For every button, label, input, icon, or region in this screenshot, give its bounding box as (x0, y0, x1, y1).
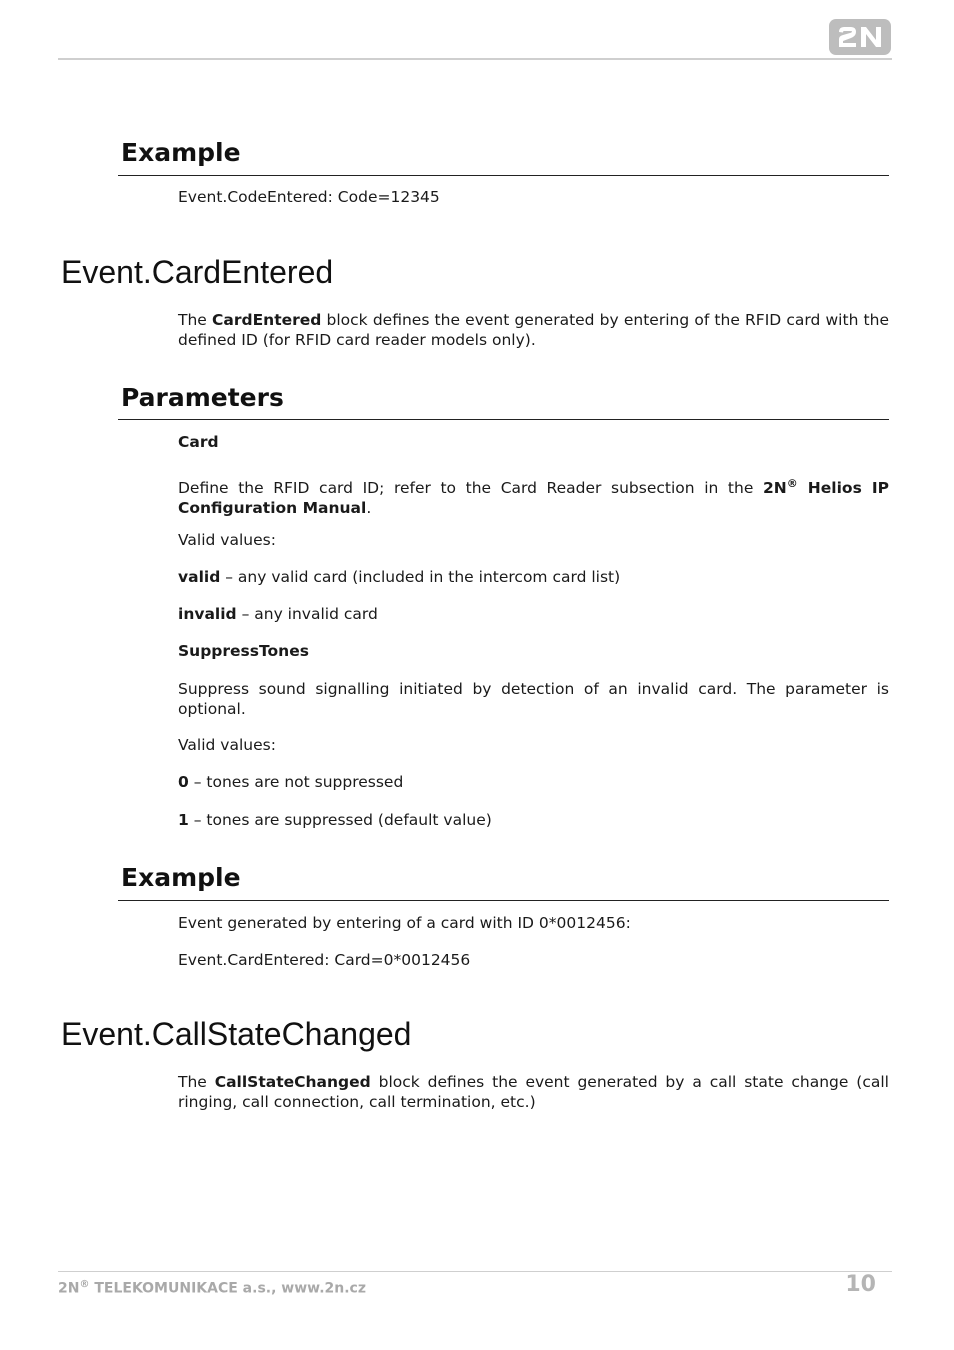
heading-underline (118, 175, 889, 176)
value-zero: 0 – tones are not suppressed (178, 773, 404, 791)
heading-underline (118, 900, 889, 901)
example-code-line: Event.CodeEntered: Code=12345 (178, 188, 440, 206)
example-description: Event generated by entering of a card with ID 0*0012456: (178, 914, 631, 932)
value-invalid: invalid – any invalid card (178, 605, 378, 623)
valid-values-label: Valid values: (178, 531, 276, 549)
example-heading: Example (121, 138, 241, 167)
parameters-heading: Parameters (121, 383, 284, 412)
footer-company: 2N® TELEKOMUNIKACE a.s., www.2n.cz (58, 1279, 366, 1297)
call-state-changed-description: The CallStateChanged block defines the event generated by a call state change (call ringing, call connection, call termination, etc.) (178, 1073, 889, 1111)
value-valid: valid – any valid card (included in the intercom card list) (178, 568, 621, 586)
2n-logo-icon (835, 24, 885, 50)
header-divider (58, 58, 892, 60)
heading-underline (118, 419, 889, 420)
footer-divider (58, 1271, 892, 1272)
param-card-label: Card (178, 433, 219, 451)
param-card-description: Define the RFID card ID; refer to the Card Reader subsection in the 2N® Helios IP Configuration Manual. (178, 477, 889, 517)
card-entered-title: Event.CardEntered (61, 254, 334, 290)
example-code-line: Event.CardEntered: Card=0*0012456 (178, 951, 471, 969)
call-state-changed-title: Event.CallStateChanged (61, 1016, 412, 1052)
value-one: 1 – tones are suppressed (default value) (178, 811, 492, 829)
param-suppresstones-description: Suppress sound signalling initiated by detection of an invalid card. The parameter is optional. (178, 680, 889, 718)
brand-logo (829, 19, 891, 55)
example-heading: Example (121, 863, 241, 892)
card-entered-description: The CardEntered block defines the event generated by entering of the RFID card with the defined ID (for RFID card reader models only). (178, 311, 889, 349)
param-suppresstones-label: SuppressTones (178, 642, 309, 660)
page-number: 10 (845, 1272, 876, 1297)
valid-values-label: Valid values: (178, 736, 276, 754)
